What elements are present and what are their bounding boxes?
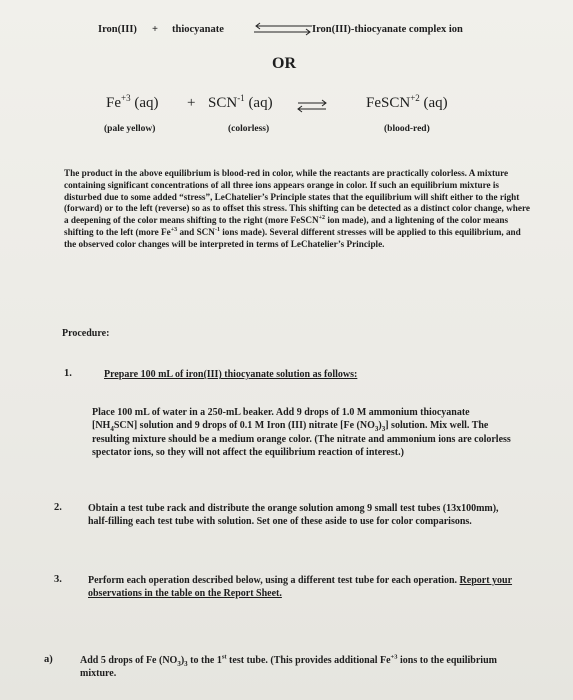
step-2-body: Obtain a test tube rack and distribute the orange solution among 9 small test tubes (13x100mm), half-filling each test tube with solution. Set one of these aside to use for color comparisons. bbox=[88, 503, 499, 528]
procedure-heading: Procedure: bbox=[62, 328, 110, 339]
equilibrium-arrow-icon bbox=[252, 22, 314, 36]
step-1-number: 1. bbox=[64, 368, 72, 379]
step-a-label: a) bbox=[44, 654, 53, 665]
step-a-body: Add 5 drops of Fe $(NO_3)_3$ to the 1st test tube. (This provides additional $Fe^{+3}$ ions to the equilibrium mixture. bbox=[80, 653, 497, 680]
or-label: OR bbox=[272, 55, 296, 72]
step-1-body: Place 100 mL of water in a 250-mL beaker. Add 9 drops of 1.0 M ammonium thiocyanate $[NH_4SCN]$ solution and 9 drops of 0.1 M Iron (III) nitrate [Fe $(NO_3)_3$] solution. Mix well. The resulting mixture should be a medium orange color. (The nitrate and ammonium ions are colorless spectator ions, so they will not affect the equilibrium reaction of interest.) bbox=[92, 407, 511, 458]
caption-blood-red: (blood-red) bbox=[384, 124, 430, 134]
ion-plus: + bbox=[187, 95, 196, 111]
step-3-number: 3. bbox=[54, 574, 62, 585]
ion-fescn: FeSCN$^{+2}$ (aq) bbox=[366, 93, 448, 111]
step-1-title: Prepare 100 mL of iron(III) thiocyanate solution as follows: bbox=[104, 369, 358, 380]
step-2-number: 2. bbox=[54, 502, 62, 513]
step-3-report-note: Report your observations in the table on the Report Sheet. bbox=[88, 575, 513, 600]
word-plus: + bbox=[152, 24, 158, 35]
word-reactant-iron: Iron(III) bbox=[98, 24, 137, 35]
caption-pale-yellow: (pale yellow) bbox=[104, 124, 156, 134]
ion-fe: $Fe^{+3}$ (aq) bbox=[106, 93, 159, 111]
word-product-complex-ion: Iron(III)-thiocyanate complex ion bbox=[312, 24, 463, 35]
ion-scn: $SCN^{-1}$ (aq) bbox=[208, 93, 273, 111]
step-3-body: Perform each operation described below, using a different test tube for each operation. Report your observations in the table on the Report Sheet. bbox=[88, 575, 513, 600]
word-reactant-thiocyanate: thiocyanate bbox=[172, 24, 224, 35]
intro-paragraph: The product in the above equilibrium is blood-red in color, while the reactants are practically colorless. A mixture containing significant concentrations of all three ions appears orange in color. If such an equilibrium mixture is disturbed due to some added “stress”, LeChatelier’s Principle states that the equilibrium will shift either to the right (forward) or to the left (reverse) so as to offset this stress. This shifting can be detected as a distinct color change, where a deepening of the color means shifting to the right (more FeSCN$^{+2}$ ion made), and a lightening of the color means shifting to the left (more $Fe^{+3}$ and $SCN^{-1}$ ions made). Several different stresses will be applied to this equilibrium, and the observed color changes will be interpreted in terms of LeChatelier’s Principle. bbox=[64, 168, 530, 249]
equilibrium-arrow-icon bbox=[296, 99, 328, 113]
caption-colorless: (colorless) bbox=[228, 124, 270, 134]
